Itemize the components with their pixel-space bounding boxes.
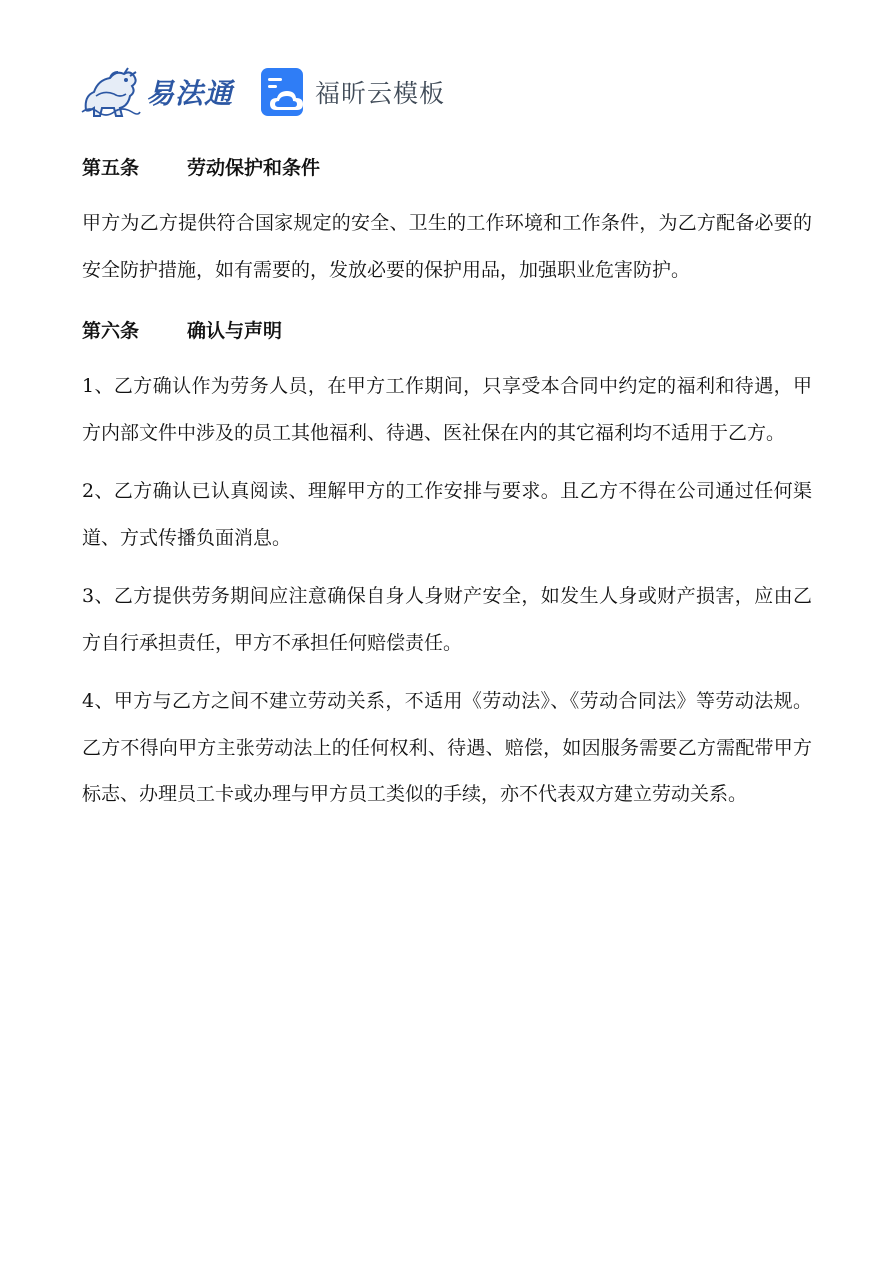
fuxin-logo xyxy=(259,66,445,118)
document-body xyxy=(82,148,812,818)
article-5-number: 第五条 xyxy=(82,157,140,179)
article-5-title: 劳动保护和条件 xyxy=(187,157,321,179)
qilin-logo-icon xyxy=(80,66,142,118)
fuxin-logo-text: 福昕云模板 xyxy=(315,79,446,108)
article-5-heading xyxy=(82,148,812,188)
article-6-paragraph-3: 3、乙方提供劳务期间应注意确保自身人身财产安全，如发生人身或财产损害，应由乙方自行承担责任，甲方不承担任何赔偿责任。 xyxy=(82,585,812,654)
article-6-paragraph-4: 4、甲方与乙方之间不建立劳动关系，不适用《劳动法》、《劳动合同法》等劳动法规。乙方不得向甲方主张劳动法上的任何权利、待遇、赔偿，如因服务需要乙方需配带甲方标志、办理员工卡或办理与甲方员工类似的手续，亦不代表双方建立劳动关系。 xyxy=(82,690,812,805)
article-6-heading xyxy=(82,311,812,351)
yifatong-logo xyxy=(80,66,233,118)
article-5-paragraph-1: 甲方为乙方提供符合国家规定的安全、卫生的工作环境和工作条件，为乙方配备必要的安全防护措施，如有需要的，发放必要的保护用品，加强职业危害防护。 xyxy=(82,212,812,281)
article-6-title: 确认与声明 xyxy=(187,320,283,342)
yifatong-logo-text: 易法通 xyxy=(146,77,234,110)
article-6-paragraph-1: 1、乙方确认作为劳务人员，在甲方工作期间，只享受本合同中约定的福利和待遇，甲方内部文件中涉及的员工其他福利、待遇、医社保在内的其它福利均不适用于乙方。 xyxy=(82,375,812,444)
page-header xyxy=(80,62,445,122)
article-6-paragraph-2: 2、乙方确认已认真阅读、理解甲方的工作安排与要求。且乙方不得在公司通过任何渠道、方式传播负面消息。 xyxy=(82,480,812,549)
article-6-number: 第六条 xyxy=(82,320,140,342)
cloud-document-icon xyxy=(259,66,307,118)
